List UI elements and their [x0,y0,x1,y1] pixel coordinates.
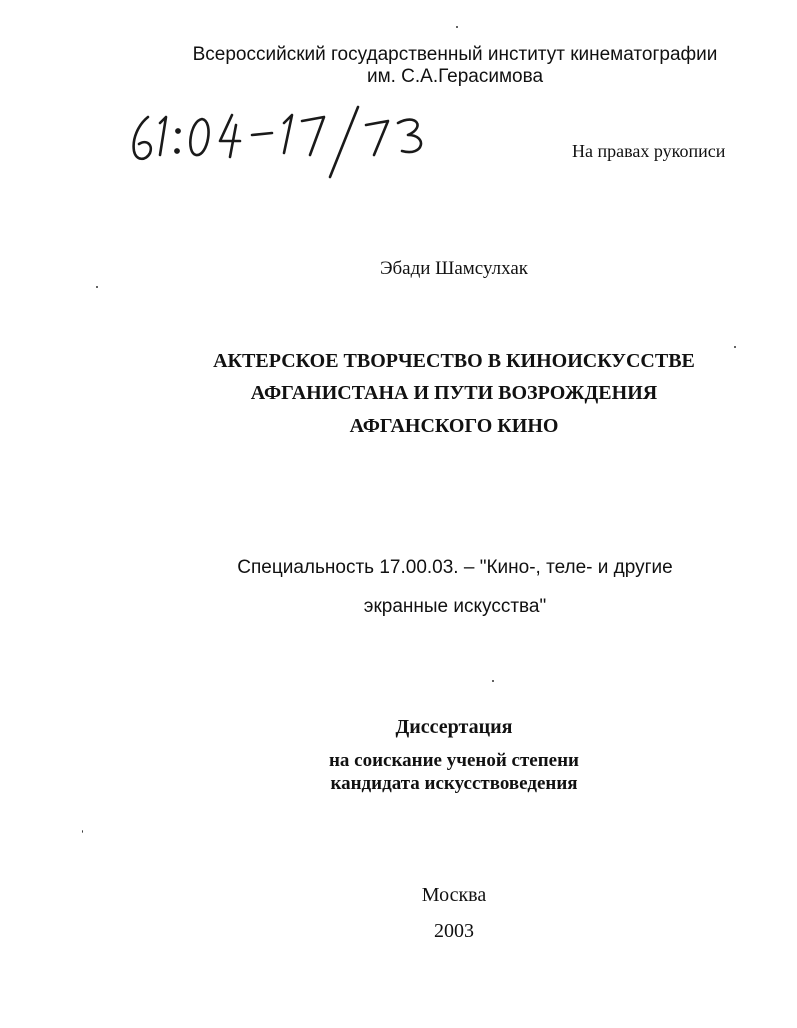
author-name: Эбади Шамсулхак [379,258,529,279]
scan-speck [96,286,98,288]
title-line-1: АКТЕРСКОЕ ТВОРЧЕСТВО В КИНОИСКУССТВЕ [213,350,695,372]
specialty-line-2: экранные искусства" [363,596,547,617]
year: 2003 [434,920,474,942]
institution-line-2: им. С.А.Герасимова [366,66,544,87]
dissertation-heading: Диссертация [395,716,513,738]
scan-speck [82,830,83,833]
scan-speck [492,680,494,682]
institution-line-1: Всероссийский государственный институт кинематографии [192,44,718,65]
scan-speck [456,26,458,28]
degree-line-1: на соискание ученой степени [328,750,579,771]
handwritten-archive-number [120,95,460,180]
title-line-3: АФГАНСКОГО КИНО [349,415,559,437]
scan-speck [734,346,736,348]
title-line-2: АФГАНИСТАНА И ПУТИ ВОЗРОЖДЕНИЯ [250,382,658,404]
rights-note: На правах рукописи [572,141,726,161]
city: Москва [421,884,487,906]
degree-line-2: кандидата искусствоведения [330,773,578,794]
specialty-line-1: Специальность 17.00.03. – "Кино-, теле- и другие [237,557,673,578]
